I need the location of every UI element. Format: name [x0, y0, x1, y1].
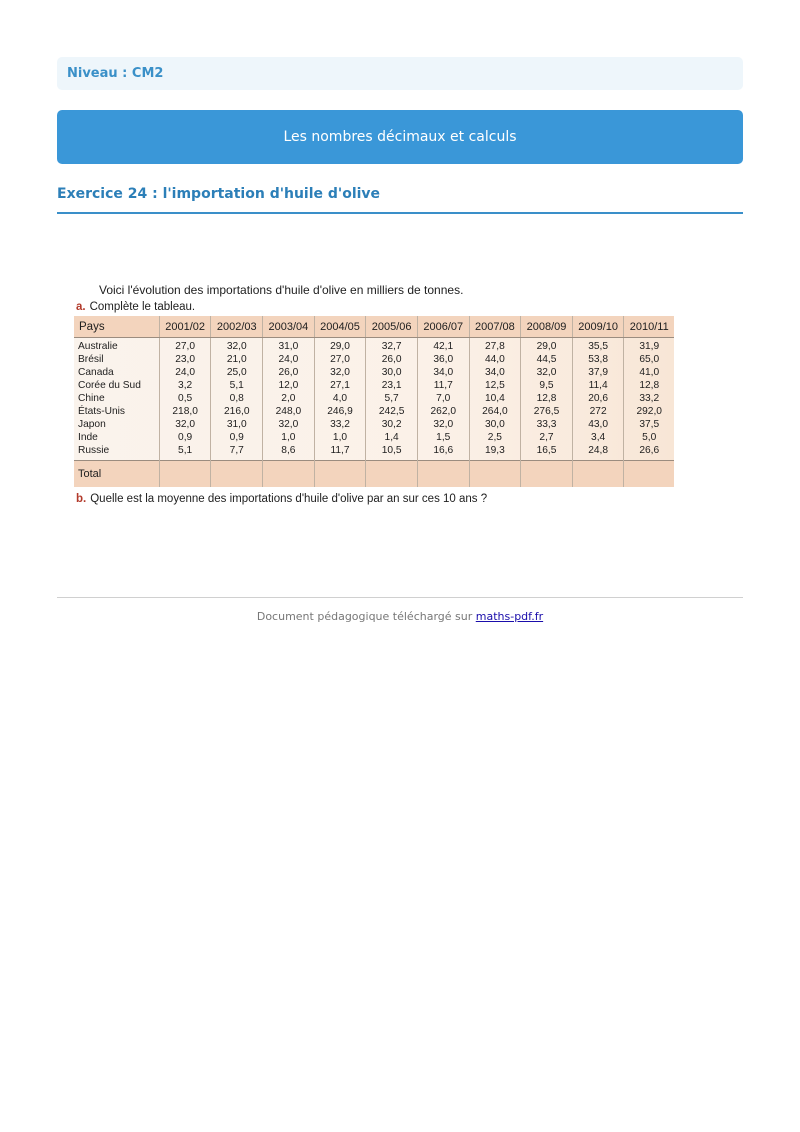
- question-a: [76, 301, 694, 313]
- value-cell: 37,9: [572, 366, 624, 379]
- value-cell: 30,2: [366, 418, 418, 431]
- value-cell: 31,9: [624, 338, 674, 354]
- imports-table: [74, 316, 674, 487]
- level-label: Niveau : CM2: [57, 57, 743, 90]
- value-cell: 44,5: [521, 353, 573, 366]
- column-header-year: 2004/05: [314, 316, 366, 338]
- value-cell: 35,5: [572, 338, 624, 354]
- value-cell: 26,0: [263, 366, 315, 379]
- value-cell: 1,5: [417, 431, 469, 444]
- value-cell: 27,0: [314, 353, 366, 366]
- value-cell: 3,4: [572, 431, 624, 444]
- value-cell: 26,0: [366, 353, 418, 366]
- column-header-year: 2003/04: [263, 316, 315, 338]
- country-cell: Chine: [78, 393, 105, 404]
- value-cell: 33,3: [521, 418, 573, 431]
- value-cell: 53,8: [572, 353, 624, 366]
- total-input-cell[interactable]: [211, 461, 263, 488]
- value-cell: 34,0: [417, 366, 469, 379]
- country-cell: Canada: [78, 367, 114, 378]
- exercise-title: Exercice 24 : l'importation d'huile d'olive: [57, 186, 743, 214]
- question-b-letter: b.: [76, 493, 87, 505]
- value-cell: 24,0: [263, 353, 315, 366]
- question-a-letter: a.: [76, 301, 86, 313]
- value-cell: 27,1: [314, 379, 366, 392]
- value-cell: 0,9: [159, 431, 211, 444]
- value-cell: 21,0: [211, 353, 263, 366]
- value-cell: 2,0: [263, 392, 315, 405]
- total-input-cell[interactable]: [572, 461, 624, 488]
- value-cell: 33,2: [314, 418, 366, 431]
- question-b-text: Quelle est la moyenne des importations d'huile d'olive par an sur ces 10 ans ?: [90, 493, 488, 505]
- country-cell: Japon: [78, 419, 106, 430]
- table-body: [74, 338, 674, 488]
- value-cell: 27,0: [159, 338, 211, 354]
- value-cell: 7,0: [417, 392, 469, 405]
- value-cell: 264,0: [469, 405, 521, 418]
- table-header-row: [74, 316, 674, 338]
- value-cell: 0,5: [159, 392, 211, 405]
- value-cell: 23,0: [159, 353, 211, 366]
- value-cell: 0,8: [211, 392, 263, 405]
- exercise-content: [74, 283, 694, 508]
- footer: [57, 610, 743, 623]
- value-cell: 216,0: [211, 405, 263, 418]
- value-cell: 30,0: [366, 366, 418, 379]
- column-header-year: 2007/08: [469, 316, 521, 338]
- table-row: [74, 444, 674, 461]
- country-cell: Australie: [78, 341, 118, 352]
- chapter-banner: Les nombres décimaux et calculs: [57, 110, 743, 164]
- column-header-year: 2001/02: [159, 316, 211, 338]
- table-row: [74, 338, 674, 354]
- column-header-year: 2006/07: [417, 316, 469, 338]
- total-input-cell[interactable]: [624, 461, 674, 488]
- footer-text: Document pédagogique téléchargé sur: [256, 610, 476, 623]
- value-cell: 5,0: [624, 431, 674, 444]
- value-cell: 24,8: [572, 444, 624, 461]
- table-row: [74, 392, 674, 405]
- footer-link[interactable]: maths-pdf.fr: [475, 610, 544, 623]
- total-input-cell[interactable]: [366, 461, 418, 488]
- value-cell: 32,0: [159, 418, 211, 431]
- total-input-cell[interactable]: [263, 461, 315, 488]
- value-cell: 10,5: [366, 444, 418, 461]
- value-cell: 42,1: [417, 338, 469, 354]
- value-cell: 276,5: [521, 405, 573, 418]
- value-cell: 32,0: [417, 418, 469, 431]
- value-cell: 16,6: [417, 444, 469, 461]
- value-cell: 11,7: [417, 379, 469, 392]
- value-cell: 16,5: [521, 444, 573, 461]
- value-cell: 8,6: [263, 444, 315, 461]
- value-cell: 1,4: [366, 431, 418, 444]
- value-cell: 31,0: [263, 338, 315, 354]
- value-cell: 10,4: [469, 392, 521, 405]
- question-a-text: Complète le tableau.: [89, 301, 196, 313]
- value-cell: 12,5: [469, 379, 521, 392]
- value-cell: 218,0: [159, 405, 211, 418]
- total-input-cell[interactable]: [469, 461, 521, 488]
- value-cell: 41,0: [624, 366, 674, 379]
- value-cell: 3,2: [159, 379, 211, 392]
- table-row: [74, 405, 674, 418]
- table-row: [74, 366, 674, 379]
- value-cell: 25,0: [211, 366, 263, 379]
- country-cell: Corée du Sud: [78, 380, 141, 391]
- value-cell: 20,6: [572, 392, 624, 405]
- value-cell: 11,4: [572, 379, 624, 392]
- value-cell: 23,1: [366, 379, 418, 392]
- value-cell: 31,0: [211, 418, 263, 431]
- country-cell: Brésil: [78, 354, 104, 365]
- country-cell: Inde: [78, 432, 98, 443]
- value-cell: 32,0: [314, 366, 366, 379]
- total-input-cell[interactable]: [417, 461, 469, 488]
- value-cell: 36,0: [417, 353, 469, 366]
- value-cell: 9,5: [521, 379, 573, 392]
- value-cell: 29,0: [314, 338, 366, 354]
- value-cell: 1,0: [314, 431, 366, 444]
- value-cell: 27,8: [469, 338, 521, 354]
- country-cell: États-Unis: [78, 406, 125, 417]
- value-cell: 32,7: [366, 338, 418, 354]
- value-cell: 43,0: [572, 418, 624, 431]
- column-header-country: Pays: [74, 316, 159, 338]
- total-input-cell[interactable]: [314, 461, 366, 488]
- column-header-year: 2005/06: [366, 316, 418, 338]
- value-cell: 29,0: [521, 338, 573, 354]
- value-cell: 5,1: [211, 379, 263, 392]
- value-cell: 33,2: [624, 392, 674, 405]
- value-cell: 32,0: [211, 338, 263, 354]
- value-cell: 32,0: [263, 418, 315, 431]
- value-cell: 2,5: [469, 431, 521, 444]
- value-cell: 292,0: [624, 405, 674, 418]
- value-cell: 37,5: [624, 418, 674, 431]
- value-cell: 248,0: [263, 405, 315, 418]
- value-cell: 34,0: [469, 366, 521, 379]
- total-row: [74, 461, 674, 488]
- value-cell: 242,5: [366, 405, 418, 418]
- value-cell: 272: [572, 405, 624, 418]
- column-header-year: 2002/03: [211, 316, 263, 338]
- total-input-cell[interactable]: [159, 461, 211, 488]
- table-row: [74, 431, 674, 444]
- column-header-year: 2010/11: [624, 316, 674, 338]
- value-cell: 32,0: [521, 366, 573, 379]
- country-cell: Russie: [78, 445, 110, 456]
- value-cell: 1,0: [263, 431, 315, 444]
- value-cell: 262,0: [417, 405, 469, 418]
- intro-text: Voici l'évolution des importations d'huile d'olive en milliers de tonnes.: [99, 283, 464, 297]
- value-cell: 12,0: [263, 379, 315, 392]
- value-cell: 44,0: [469, 353, 521, 366]
- value-cell: 12,8: [624, 379, 674, 392]
- footer-divider: [57, 597, 743, 598]
- total-input-cell[interactable]: [521, 461, 573, 488]
- value-cell: 24,0: [159, 366, 211, 379]
- value-cell: 5,7: [366, 392, 418, 405]
- column-header-year: 2009/10: [572, 316, 624, 338]
- table-row: [74, 379, 674, 392]
- value-cell: 11,7: [314, 444, 366, 461]
- value-cell: 26,6: [624, 444, 674, 461]
- value-cell: 5,1: [159, 444, 211, 461]
- value-cell: 30,0: [469, 418, 521, 431]
- value-cell: 4,0: [314, 392, 366, 405]
- total-label: Total: [74, 461, 159, 488]
- value-cell: 2,7: [521, 431, 573, 444]
- column-header-year: 2008/09: [521, 316, 573, 338]
- question-b: [76, 493, 694, 505]
- value-cell: 65,0: [624, 353, 674, 366]
- table-row: [74, 418, 674, 431]
- value-cell: 7,7: [211, 444, 263, 461]
- value-cell: 246,9: [314, 405, 366, 418]
- value-cell: 0,9: [211, 431, 263, 444]
- value-cell: 12,8: [521, 392, 573, 405]
- table-row: [74, 353, 674, 366]
- value-cell: 19,3: [469, 444, 521, 461]
